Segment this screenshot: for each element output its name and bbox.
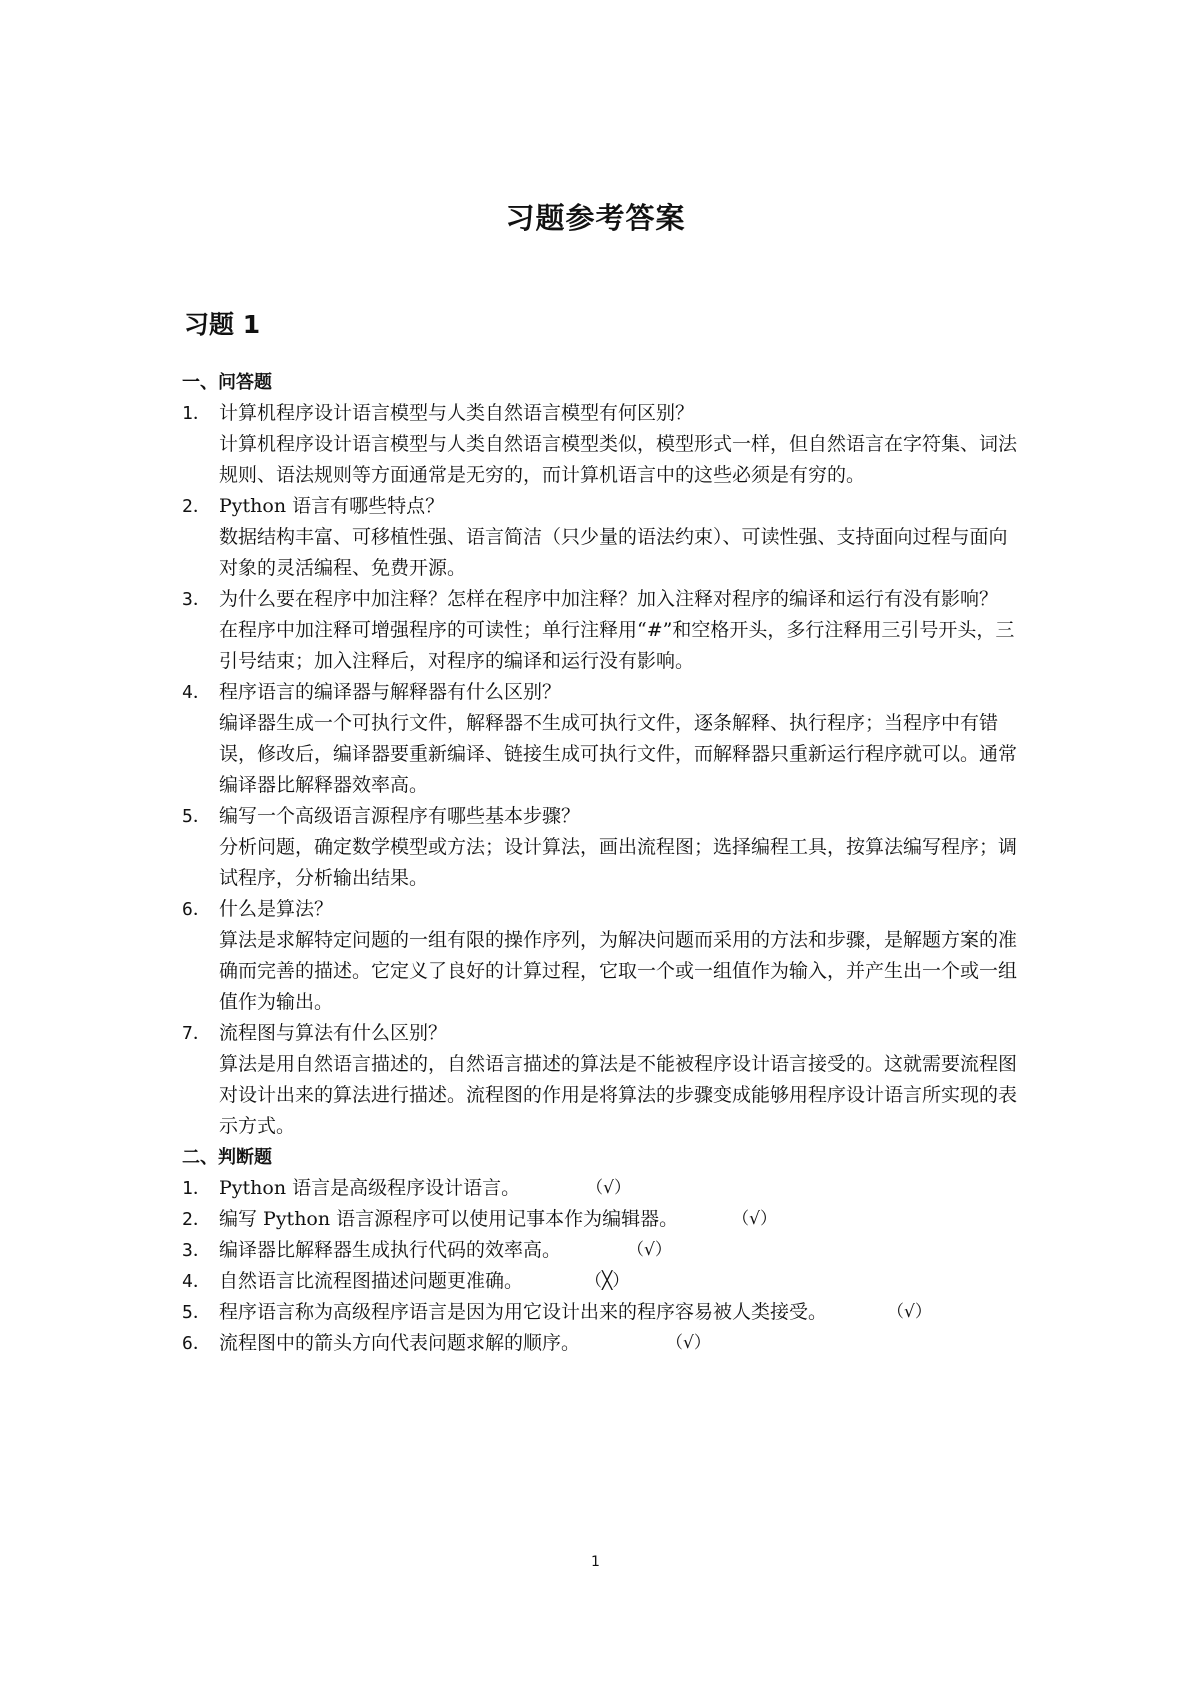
item-number: 2． — [182, 496, 211, 517]
judge-item — [182, 1297, 1022, 1328]
qa-item — [182, 491, 1022, 584]
statement-text: 编译器比解释器生成执行代码的效率高。 — [219, 1239, 562, 1261]
answer-text: 算法是求解特定问题的一组有限的操作序列，为解决问题而采用的方法和步骤，是解题方案的准确而完善的描述。它定义了良好的计算过程，它取一个或一组值作为输入，并产生出一个或一组值作为输出。 — [219, 929, 1018, 1013]
answer-text: 算法是用自然语言描述的，自然语言描述的算法是不能被程序设计语言接受的。这就需要流程图对设计出来的算法进行描述。流程图的作用是将算法的步骤变成能够用程序设计语言所实现的表示方式。 — [219, 1053, 1018, 1137]
answer-text: 在程序中加注释可增强程序的可读性；单行注释用“#”和空格开头，多行注释用三引号开头，三引号结束；加入注释后，对程序的编译和运行没有影响。 — [219, 619, 1015, 672]
document-title: 习题参考答案 — [505, 201, 686, 235]
judge-item — [182, 1204, 1022, 1235]
question-text: Python 语言有哪些特点？ — [219, 495, 445, 517]
judgement-mark: （√） — [732, 1209, 777, 1229]
item-number: 1． — [182, 1178, 211, 1199]
judgement-mark: （√） — [627, 1240, 672, 1260]
answer-text: 分析问题，确定数学模型或方法；设计算法，画出流程图；选择编程工具，按算法编写程序；调试程序，分析输出结果。 — [219, 836, 1018, 889]
item-number: 3． — [182, 589, 211, 610]
qa-item — [182, 584, 1022, 677]
judgement-mark: （√） — [887, 1302, 932, 1322]
question-text: 程序语言的编译器与解释器有什么区别？ — [219, 681, 562, 703]
question-text: 什么是算法？ — [219, 898, 334, 920]
qa-item — [182, 1018, 1022, 1142]
qa-item — [182, 677, 1022, 801]
judge-item — [182, 1173, 1022, 1204]
qa-item — [182, 801, 1022, 894]
item-number: 6． — [182, 899, 211, 920]
question-text: 编写一个高级语言源程序有哪些基本步骤？ — [219, 805, 581, 827]
judge-item — [182, 1266, 1022, 1297]
item-number: 5． — [182, 1302, 211, 1323]
item-number: 4． — [182, 682, 211, 703]
item-number: 2． — [182, 1209, 211, 1230]
question-text: 流程图与算法有什么区别？ — [219, 1022, 448, 1044]
answer-text: 编译器生成一个可执行文件，解释器不生成可执行文件，逐条解释、执行程序；当程序中有错误，修改后，编译器要重新编译、链接生成可执行文件，而解释器只重新运行程序就可以。通常编译器比解释器效率高。 — [219, 712, 1018, 796]
chapter-heading: 习题 1 — [184, 310, 261, 339]
judgement-mark: （√） — [586, 1178, 631, 1198]
item-number: 1． — [182, 403, 211, 424]
statement-text: 程序语言称为高级程序语言是因为用它设计出来的程序容易被人类接受。 — [219, 1301, 828, 1323]
item-number: 5． — [182, 806, 211, 827]
statement-text: Python 语言是高级程序设计语言。 — [219, 1177, 521, 1199]
judge-item — [182, 1235, 1022, 1266]
section-heading-qa: 一、问答题 — [182, 372, 272, 393]
statement-text: 编写 Python 语言源程序可以使用记事本作为编辑器。 — [219, 1208, 679, 1230]
item-number: 4． — [182, 1271, 211, 1292]
page-number: 1 — [591, 1554, 600, 1570]
qa-item — [182, 894, 1022, 1018]
item-number: 6． — [182, 1333, 211, 1354]
item-number: 3． — [182, 1240, 211, 1261]
statement-text: 流程图中的箭头方向代表问题求解的顺序。 — [219, 1332, 581, 1354]
judge-item — [182, 1328, 1022, 1359]
statement-text: 自然语言比流程图描述问题更准确。 — [219, 1270, 524, 1292]
answer-text: 计算机程序设计语言模型与人类自然语言模型类似，模型形式一样，但自然语言在字符集、词法规则、语法规则等方面通常是无穷的，而计算机语言中的这些必须是有穷的。 — [219, 433, 1018, 486]
document-body — [182, 367, 1022, 1359]
judgement-mark: （√） — [666, 1333, 711, 1353]
qa-item — [182, 398, 1022, 491]
section-heading-judge: 二、判断题 — [182, 1147, 272, 1168]
answer-text: 数据结构丰富、可移植性强、语言简洁（只少量的语法约束）、可读性强、支持面向过程与面向对象的灵活编程、免费开源。 — [219, 526, 1008, 579]
question-text: 计算机程序设计语言模型与人类自然语言模型有何区别？ — [219, 402, 695, 424]
judgement-mark: （╳） — [585, 1271, 630, 1291]
question-text: 为什么要在程序中加注释？怎样在程序中加注释？加入注释对程序的编译和运行有没有影响？ — [219, 588, 999, 610]
item-number: 7． — [182, 1023, 211, 1044]
